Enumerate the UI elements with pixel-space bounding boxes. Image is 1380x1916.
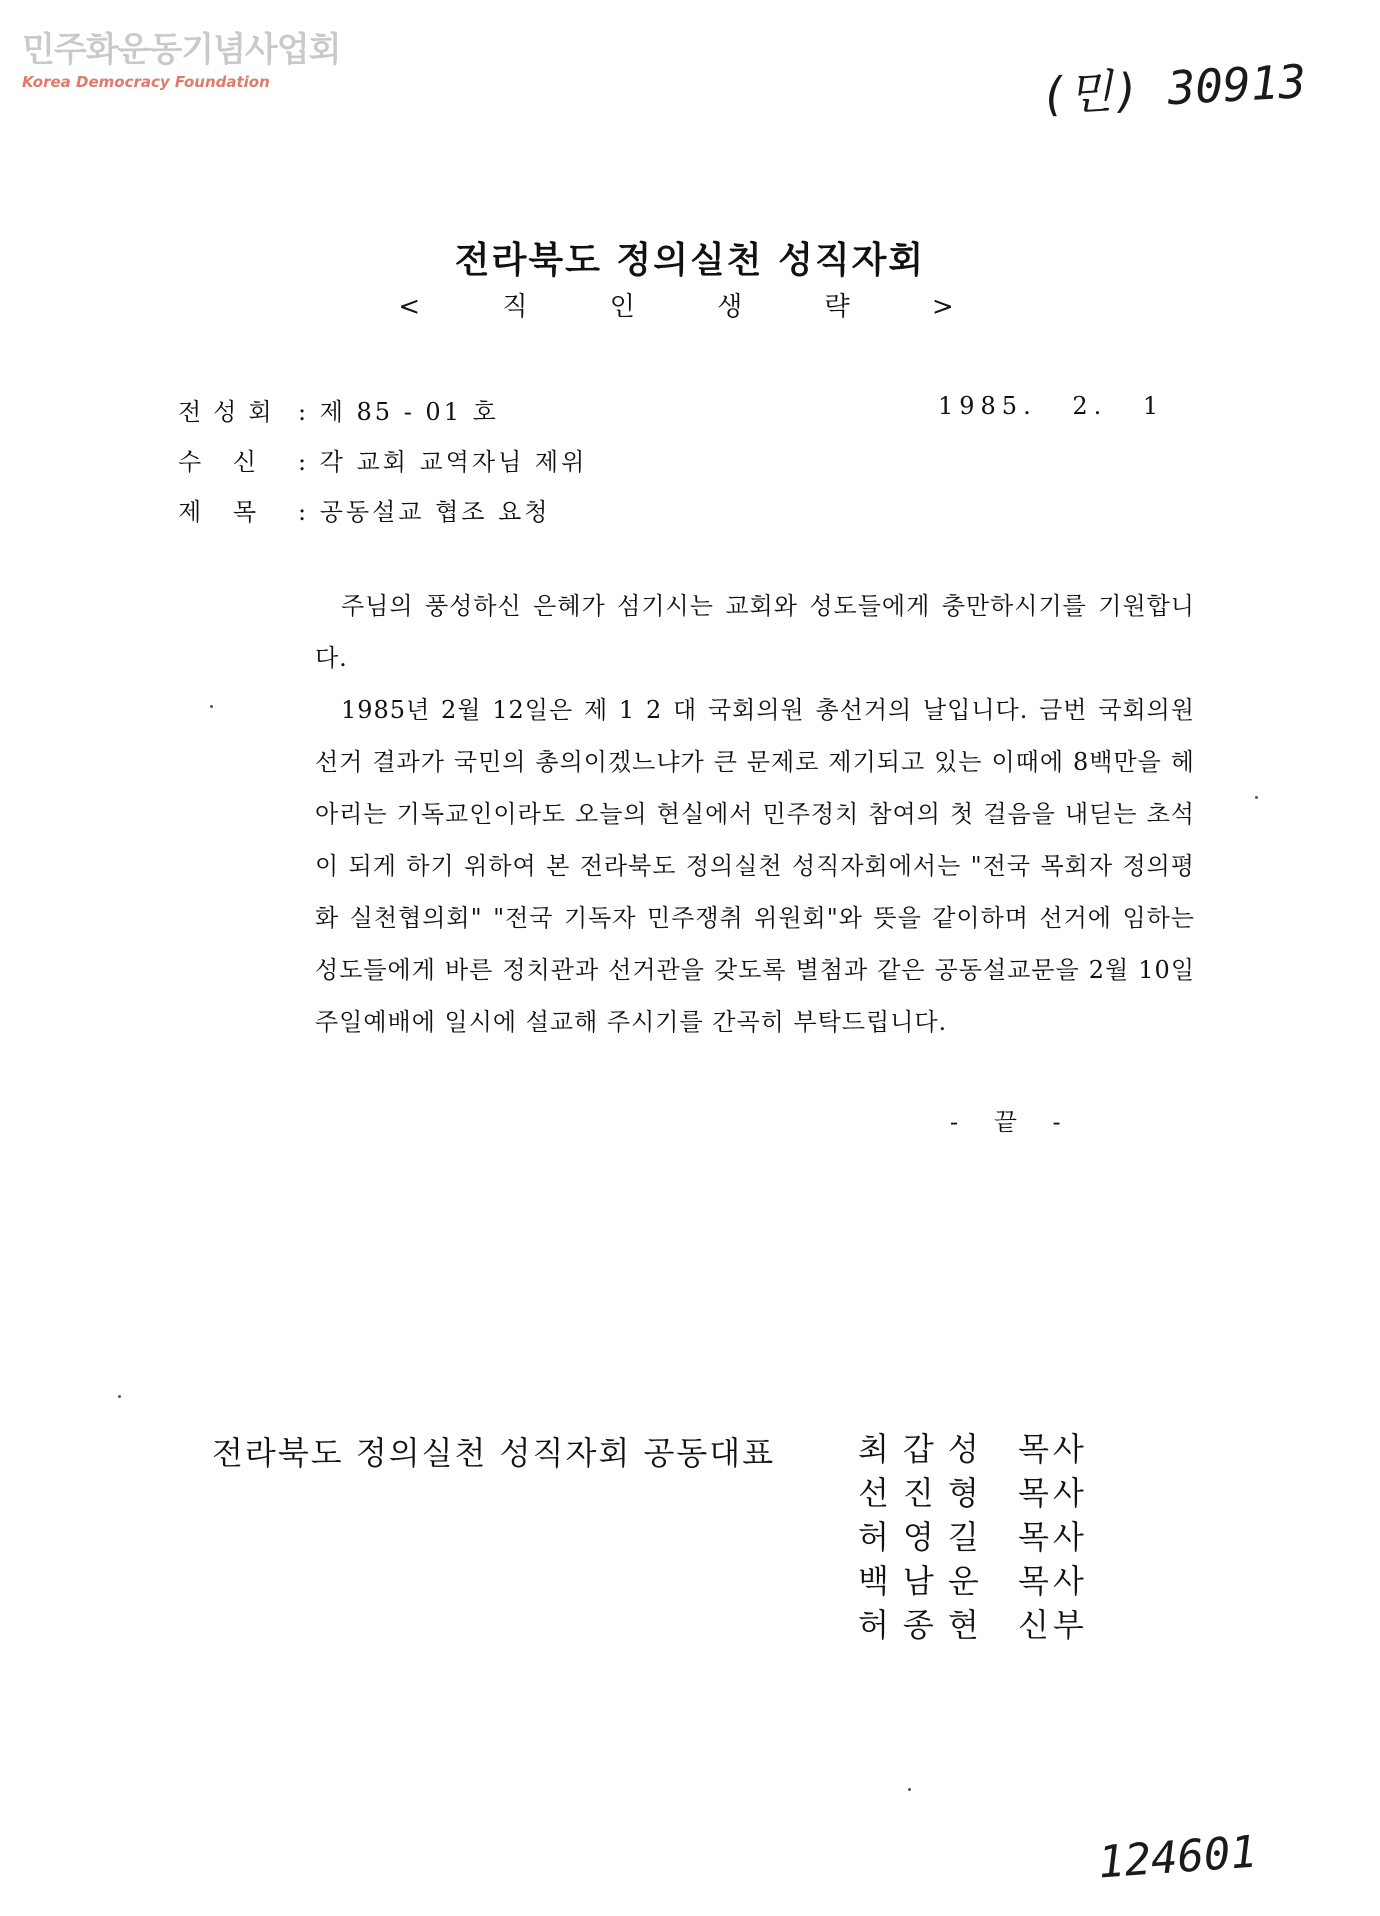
watermark-korean: 민주화운동기념사업회 xyxy=(22,30,341,70)
scan-speck xyxy=(1255,796,1258,799)
scan-speck xyxy=(210,705,213,708)
signer-row xyxy=(858,1468,1088,1512)
letter-body xyxy=(315,580,1195,1048)
recipient-row xyxy=(178,442,587,477)
subject-value: : 공동설교 협조 요청 xyxy=(298,498,551,526)
seal-omitted-note: < 직 인 생 략 > xyxy=(398,292,982,322)
signer-row xyxy=(858,1512,1088,1556)
handwritten-archive-number: (민) 30913 xyxy=(1038,54,1308,122)
document-title: 전라북도 정의실천 성직자회 xyxy=(454,239,926,281)
signer-name: 선진형 xyxy=(858,1474,993,1512)
recipient-label: 수 신 xyxy=(178,448,268,476)
signer-title: 목사 xyxy=(1018,1562,1088,1600)
signer-row xyxy=(858,1556,1088,1600)
subject-row xyxy=(178,492,550,527)
signer-list xyxy=(858,1424,1088,1644)
main-paragraph: 1985년 2월 12일은 제 1 2 대 국회의원 총선거의 날입니다. 금번 국회의원 선거 결과가 국민의 총의이겠느냐가 큰 문제로 제기되고 있는 이때에 8백만을 헤아리는 기독교인이라도 오늘의 현실에서 민주정치 참여의 첫 걸음을 내딛는 초석이 되게 하기 위하여 본 전라북도 정의실천 성직자회에서는 "전국 목회자 정의평화 실천협의회" "전국 기독자 민주쟁취 위원회"와 뜻을 같이하며 선거에 임하는 성도들에게 바른 정치관과 선거관을 갖도록 별첨과 같은 공동설교문을 2월 10일주일예배에 일시에 설교해 주시기를 간곡히 부탁드립니다. xyxy=(315,696,1195,1036)
signature-organization: 전라북도 정의실천 성직자회 공동대표 xyxy=(212,1434,776,1472)
handwritten-catalog-number: 124601 xyxy=(1096,1826,1259,1889)
signer-row xyxy=(858,1424,1088,1468)
scan-speck xyxy=(118,1395,121,1398)
signer-name: 허종현 xyxy=(858,1606,993,1644)
signer-name: 허영길 xyxy=(858,1518,993,1556)
signer-row xyxy=(858,1600,1088,1644)
end-marker: - 끝 - xyxy=(950,1108,1075,1136)
signer-title: 목사 xyxy=(1018,1474,1088,1512)
signer-name: 최갑성 xyxy=(858,1430,993,1468)
watermark-english: Korea Democracy Foundation xyxy=(22,73,270,91)
doc-number-row xyxy=(178,392,499,427)
signer-title: 신부 xyxy=(1018,1606,1088,1644)
signer-name: 백남운 xyxy=(858,1562,993,1600)
doc-number-value: : 제 85 - 01 호 xyxy=(298,398,499,426)
recipient-value: : 각 교회 교역자님 제위 xyxy=(298,448,588,476)
watermark-logo xyxy=(22,22,340,91)
greeting-paragraph: 주님의 풍성하신 은혜가 섬기시는 교회와 성도들에게 충만하시기를 기원합니다. xyxy=(315,592,1195,672)
subject-label: 제 목 xyxy=(178,498,268,526)
document-date: 1985. 2. 1 xyxy=(938,392,1165,420)
doc-number-label: 전성회 xyxy=(178,398,284,426)
signer-title: 목사 xyxy=(1018,1430,1088,1468)
signer-title: 목사 xyxy=(1018,1518,1088,1556)
scan-speck xyxy=(908,1788,911,1791)
